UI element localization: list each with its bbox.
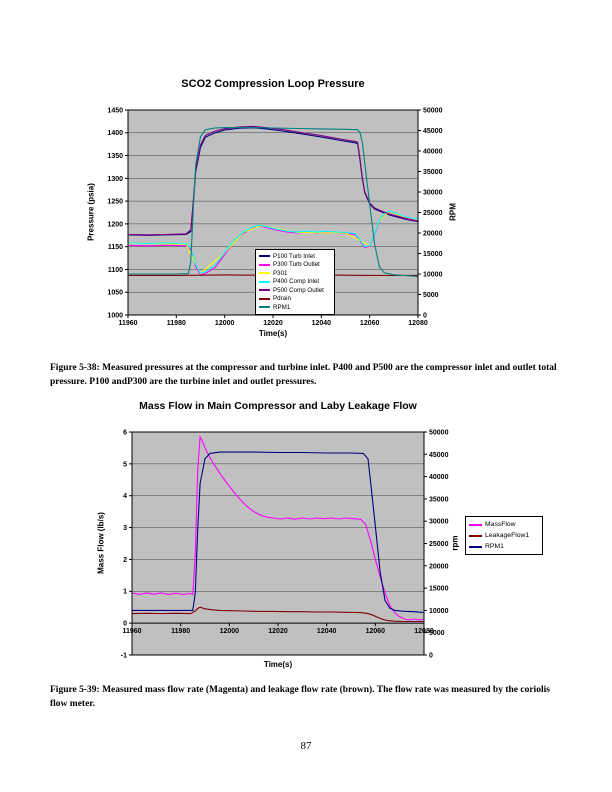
svg-text:11960: 11960 — [122, 628, 142, 636]
massflow-x-axis-title: Time(s) — [263, 660, 293, 669]
svg-text:40000: 40000 — [429, 474, 449, 482]
svg-text:1000: 1000 — [107, 312, 123, 320]
svg-text:10000: 10000 — [423, 271, 443, 279]
svg-text:50000: 50000 — [429, 429, 449, 437]
figure-5-38-caption: Figure 5-38: Measured pressures at the compressor and turbine inlet. P400 and P500 are the compressor inlet and outlet total pressure. P100 andP300 are the turbine inlet and outlet pressures. — [50, 363, 557, 387]
svg-text:50000: 50000 — [423, 107, 443, 115]
svg-text:12000: 12000 — [219, 628, 240, 636]
svg-text:45000: 45000 — [423, 127, 443, 135]
svg-text:3: 3 — [123, 525, 127, 533]
legend-entry — [469, 519, 539, 530]
legend-label: P500 Comp Outlet — [273, 286, 324, 294]
legend-label: RPM1 — [485, 543, 504, 550]
svg-text:1150: 1150 — [107, 244, 123, 252]
massflow-chart — [85, 400, 545, 680]
svg-text:1250: 1250 — [107, 198, 123, 206]
svg-text:1100: 1100 — [107, 266, 123, 274]
legend-label: RPM1 — [273, 303, 291, 311]
svg-text:12080: 12080 — [414, 628, 434, 636]
svg-text:20000: 20000 — [423, 230, 443, 238]
legend-entry — [259, 295, 331, 304]
svg-text:5000: 5000 — [429, 630, 445, 638]
svg-text:1200: 1200 — [107, 221, 123, 229]
svg-text:2: 2 — [123, 556, 127, 564]
svg-text:-1: -1 — [120, 652, 127, 658]
svg-text:12080: 12080 — [408, 320, 428, 327]
legend-label: P400 Comp Inlet — [273, 278, 320, 286]
pressure-chart-title: SCO2 Compression Loop Pressure — [181, 78, 365, 90]
svg-text:0: 0 — [429, 652, 433, 658]
pressure-chart — [75, 76, 475, 346]
legend-label: P301 — [273, 269, 288, 277]
figure-5-39-caption: Figure 5-39: Measured mass flow rate (Magenta) and leakage flow rate (brown). The flow rate was measured by the coriolis flow meter. — [50, 685, 550, 709]
svg-text:0: 0 — [123, 620, 127, 628]
svg-text:20000: 20000 — [429, 563, 449, 571]
legend-key — [469, 546, 482, 548]
pressure-right-axis-title: RPM — [448, 203, 458, 221]
svg-text:4: 4 — [123, 493, 127, 501]
legend-key — [259, 264, 270, 266]
svg-text:1300: 1300 — [107, 175, 123, 183]
legend-key — [469, 524, 482, 526]
svg-text:1400: 1400 — [107, 130, 123, 138]
svg-text:11980: 11980 — [166, 320, 186, 327]
legend-entry — [259, 261, 331, 270]
svg-text:12060: 12060 — [365, 628, 386, 636]
svg-text:12060: 12060 — [359, 320, 380, 327]
svg-text:5000: 5000 — [423, 291, 439, 299]
svg-text:10000: 10000 — [429, 607, 449, 615]
legend-label: Pdrain — [273, 295, 291, 303]
legend-key — [469, 535, 482, 537]
massflow-legend — [465, 516, 543, 555]
legend-entry — [259, 252, 331, 261]
svg-text:12020: 12020 — [268, 628, 288, 636]
svg-text:25000: 25000 — [429, 540, 449, 548]
legend-entry — [259, 286, 331, 295]
massflow-chart-title: Mass Flow in Main Compressor and Laby Leakage Flow — [139, 400, 417, 412]
svg-text:35000: 35000 — [429, 496, 449, 504]
svg-text:15000: 15000 — [423, 250, 443, 258]
legend-label: MassFlow — [485, 521, 516, 528]
legend-label: LeakageFlow1 — [485, 532, 530, 539]
legend-label: P100 Turb Inlet — [273, 252, 315, 260]
svg-text:30000: 30000 — [423, 189, 443, 197]
svg-text:1050: 1050 — [107, 289, 123, 297]
svg-text:15000: 15000 — [429, 585, 449, 593]
legend-key — [259, 306, 270, 308]
svg-text:0: 0 — [423, 312, 427, 320]
legend-entry — [469, 541, 539, 552]
pressure-x-axis-title: Time(s) — [258, 329, 288, 338]
svg-text:35000: 35000 — [423, 168, 443, 176]
svg-text:1: 1 — [123, 588, 127, 596]
svg-text:30000: 30000 — [429, 518, 449, 526]
legend-key — [259, 289, 270, 291]
legend-entry — [259, 269, 331, 278]
legend-key — [259, 272, 270, 274]
svg-text:6: 6 — [123, 429, 127, 437]
svg-text:1350: 1350 — [107, 153, 123, 161]
svg-text:11960: 11960 — [118, 320, 138, 327]
svg-text:12040: 12040 — [316, 628, 337, 636]
legend-key — [259, 281, 270, 283]
legend-label: P300 Turb Outlet — [273, 261, 320, 269]
svg-text:12000: 12000 — [214, 320, 235, 327]
pressure-legend — [255, 249, 335, 315]
svg-text:45000: 45000 — [429, 451, 449, 459]
legend-entry — [469, 530, 539, 541]
svg-text:25000: 25000 — [423, 209, 443, 217]
legend-key — [259, 298, 270, 300]
legend-entry — [259, 278, 331, 287]
svg-text:12020: 12020 — [263, 320, 283, 327]
svg-text:1450: 1450 — [107, 107, 123, 115]
svg-text:12040: 12040 — [311, 320, 332, 327]
legend-entry — [259, 303, 331, 312]
svg-text:11980: 11980 — [171, 628, 191, 636]
svg-text:5: 5 — [123, 461, 127, 469]
massflow-left-axis-title: Mass Flow (lb/s) — [96, 512, 106, 574]
massflow-right-axis-title: rpm — [450, 535, 460, 551]
pressure-left-axis-title: Pressure (psia) — [86, 183, 96, 241]
page-number: 87 — [300, 740, 312, 752]
legend-key — [259, 255, 270, 257]
svg-text:40000: 40000 — [423, 148, 443, 156]
